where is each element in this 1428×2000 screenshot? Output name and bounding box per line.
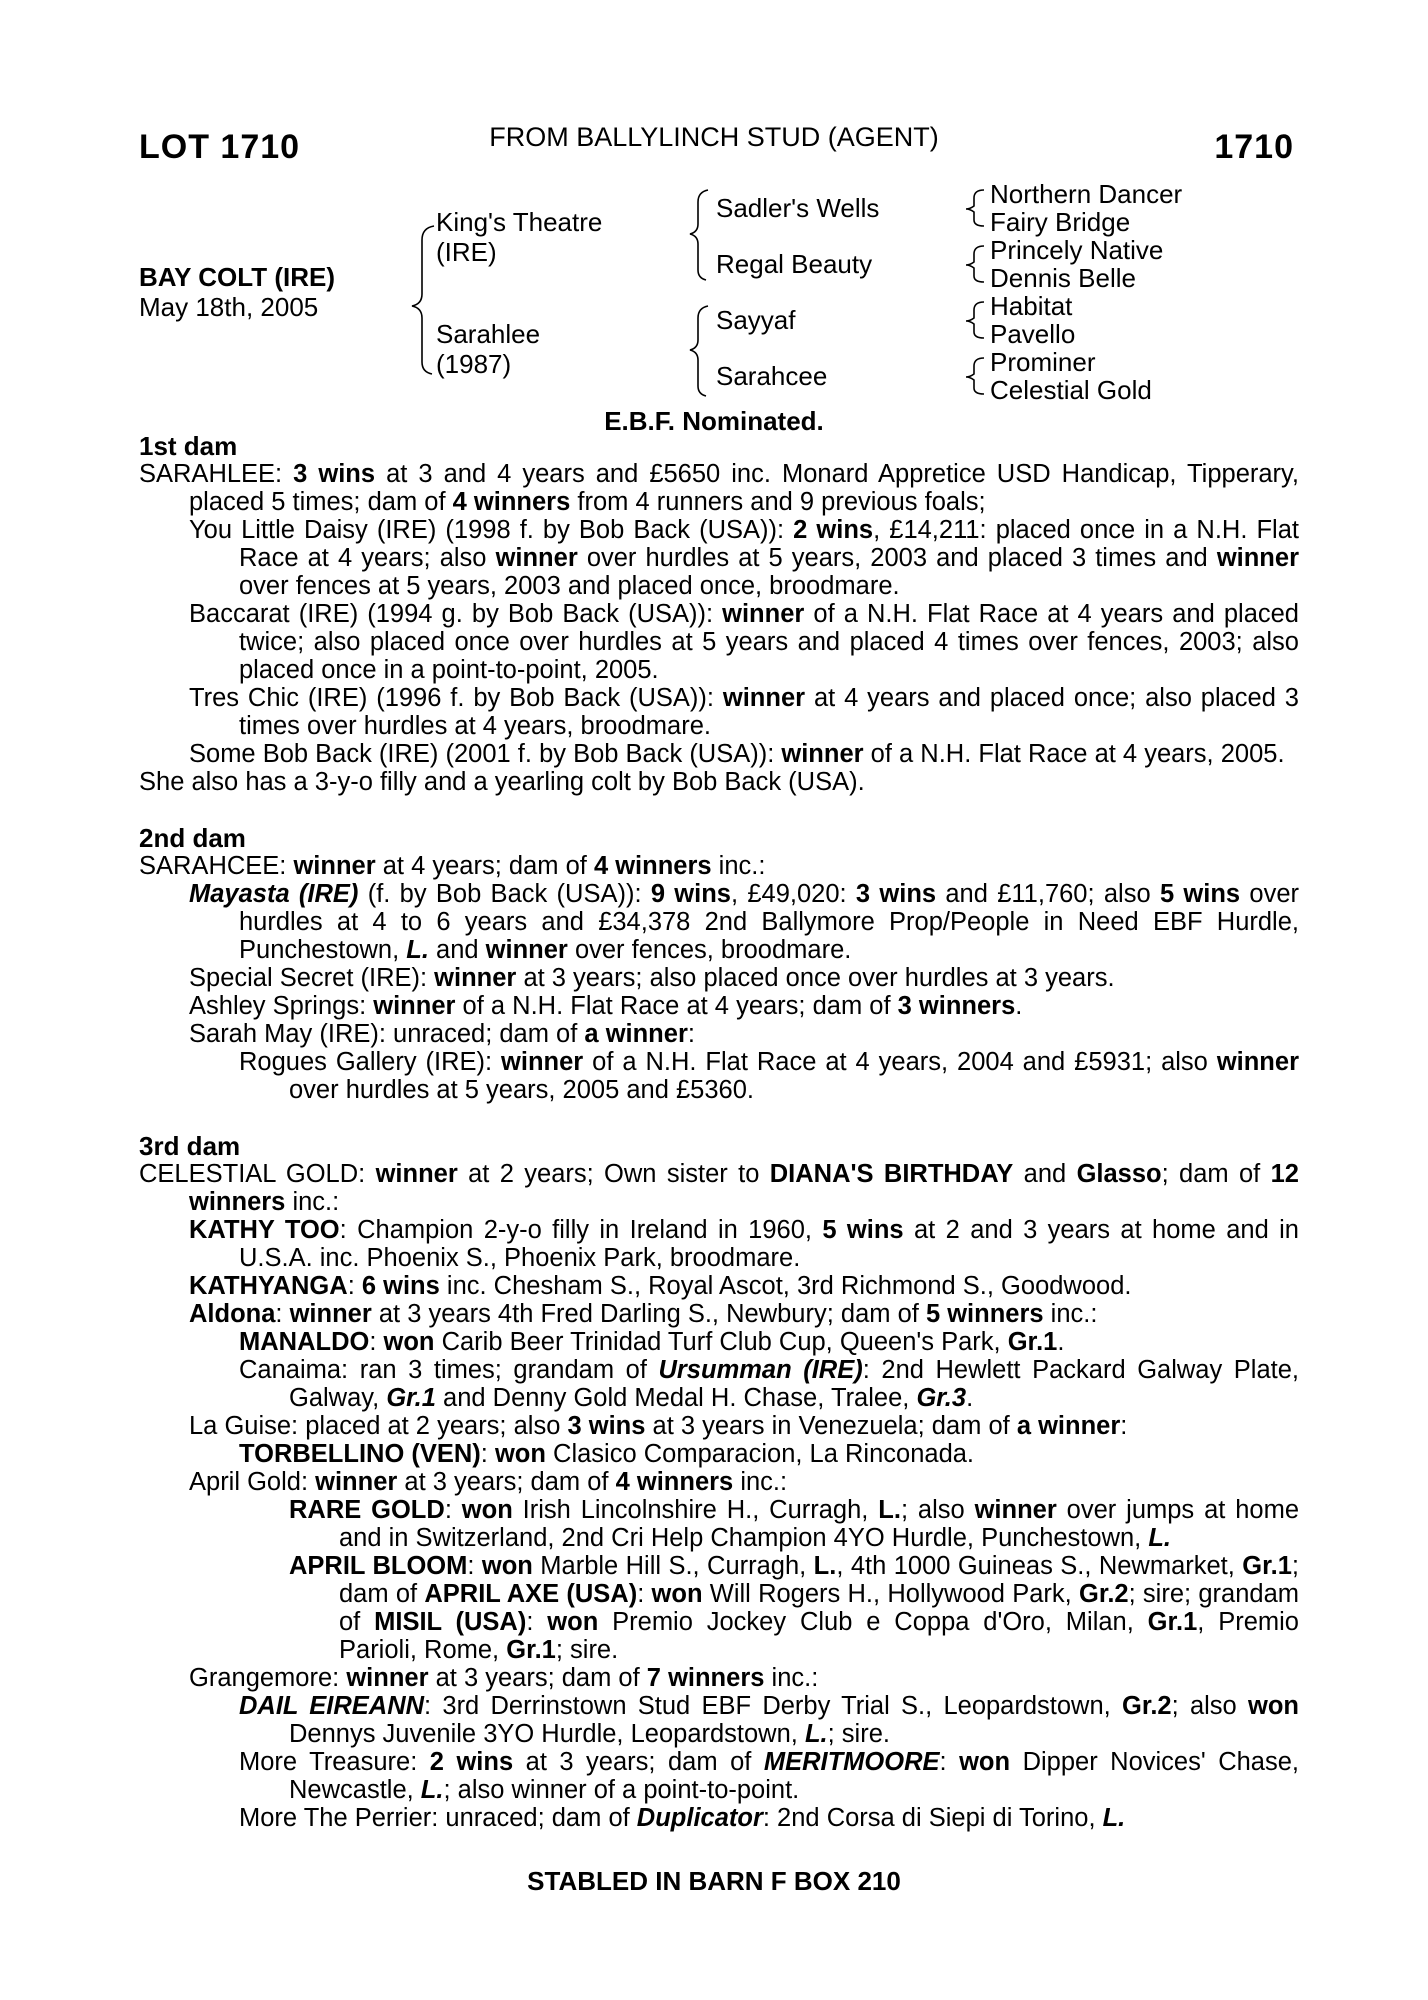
dam-sire: Sayyaf (716, 305, 796, 335)
produce-entry: Ashley Springs: winner of a N.H. Flat Race at 4 years; dam of 3 winners. (189, 992, 1023, 1020)
produce-entry: More Treasure: 2 wins at 3 years; dam of MERITMOORE: won Dipper Novices' Chase, Newcastle, L.; also winner of a point-to-point. (239, 1748, 1300, 1804)
gen3-4: Dennis Belle (990, 263, 1136, 293)
gen3-7: Prominer (990, 347, 1096, 377)
gen3-5: Habitat (990, 291, 1073, 321)
produce-entry: Sarah May (IRE): unraced; dam of a winner: (189, 1020, 695, 1048)
produce-entry: Canaima: ran 3 times; grandam of Ursumman (IRE): 2nd Hewlett Packard Galway Plate, Galway, Gr.1 and Denny Gold Medal H. Chase, Tralee, Gr.3. (239, 1356, 1299, 1412)
bracket-gen3-4 (966, 358, 984, 394)
sire-sire: Sadler's Wells (716, 193, 880, 223)
bracket-dam-gen2 (690, 306, 708, 396)
gen3-8: Celestial Gold (990, 375, 1152, 405)
produce-entry: Some Bob Back (IRE) (2001 f. by Bob Back (USA)): winner of a N.H. Flat Race at 4 years, 2005. (189, 740, 1285, 768)
third-dam-heading: 3rd dam (139, 1131, 241, 1161)
dam-paragraph: SARAHCEE: winner at 4 years; dam of 4 winners inc.: (139, 852, 766, 880)
dam-dam: Sarahcee (716, 361, 828, 391)
produce-record (139, 432, 1299, 1832)
produce-entry: KATHY TOO: Champion 2-y-o filly in Ireland in 1960, 5 wins at 2 and 3 years at home and in U.S.A. inc. Phoenix S., Phoenix Park, broodmare. (189, 1216, 1299, 1272)
produce-entry: Rogues Gallery (IRE): winner of a N.H. Flat Race at 4 years, 2004 and £5931; also winner over hurdles at 5 years, 2005 and £5360. (239, 1048, 1299, 1104)
vendor-line: FROM BALLYLINCH STUD (AGENT) (489, 122, 939, 152)
produce-entry: Grangemore: winner at 3 years; dam of 7 winners inc.: (189, 1664, 819, 1692)
first-dam-heading: 1st dam (139, 431, 238, 461)
ebf-nominated: E.B.F. Nominated. (604, 406, 824, 436)
gen3-2: Fairy Bridge (990, 207, 1131, 237)
bracket-gen3-3 (966, 302, 984, 338)
sire-dam: Regal Beauty (716, 249, 873, 279)
produce-note: She also has a 3-y-o filly and a yearling colt by Bob Back (USA). (139, 768, 865, 796)
produce-entry: Tres Chic (IRE) (1996 f. by Bob Back (USA)): winner at 4 years and placed once; also placed 3 times over hurdles at 4 years, broodmare. (189, 684, 1299, 740)
produce-entry: APRIL BLOOM: won Marble Hill S., Curragh, L., 4th 1000 Guineas S., Newmarket, Gr.1; dam of APRIL AXE (USA): won Will Rogers H., Hollywood Park, Gr.2; sire; grandam of MISIL (USA): won Premio Jockey Club e Coppa d'Oro, Milan, Gr.1, Premio Parioli, Rome, Gr.1; sire. (289, 1552, 1299, 1664)
second-dam-heading: 2nd dam (139, 823, 246, 853)
gen3-3: Princely Native (990, 235, 1164, 265)
sire-name: King's Theatre (436, 207, 603, 237)
horse-name: BAY COLT (IRE) (139, 262, 335, 292)
produce-entry: Baccarat (IRE) (1994 g. by Bob Back (USA)): winner of a N.H. Flat Race at 4 years and placed twice; also placed once over hurdles at 5 years and placed 4 times over fences, 2003; also placed once in a point-to-point, 2005. (189, 600, 1299, 684)
dam-year: (1987) (436, 349, 512, 379)
bracket-gen3-1 (966, 190, 984, 226)
gen3-6: Pavello (990, 319, 1076, 349)
produce-entry: La Guise: placed at 2 years; also 3 wins at 3 years in Venezuela; dam of a winner: (189, 1412, 1128, 1440)
produce-entry: MANALDO: won Carib Beer Trinidad Turf Club Cup, Queen's Park, Gr.1. (239, 1328, 1065, 1356)
pedigree-brackets (0, 0, 1428, 420)
produce-entry: TORBELLINO (VEN): won Clasico Comparacion, La Rinconada. (239, 1440, 975, 1468)
produce-entry: Special Secret (IRE): winner at 3 years; also placed once over hurdles at 3 years. (189, 964, 1115, 992)
produce-entry: Mayasta (IRE) (f. by Bob Back (USA)): 9 wins, £49,020: 3 wins and £11,760; also 5 wins over hurdles at 4 to 6 years and £34,378 2nd Ballymore Prop/People in Need EBF Hurdle, Punchestown, L. and winner over fences, broodmare. (189, 880, 1299, 964)
dam-paragraph: CELESTIAL GOLD: winner at 2 years; Own sister to DIANA'S BIRTHDAY and Glasso; dam of 12 winners inc.: (139, 1160, 1299, 1216)
sire-origin: (IRE) (436, 237, 497, 267)
gen3-1: Northern Dancer (990, 179, 1183, 209)
produce-entry: RARE GOLD: won Irish Lincolnshire H., Curragh, L.; also winner over jumps at home and in Switzerland, 2nd Cri Help Champion 4YO Hurdle, Punchestown, L. (289, 1496, 1300, 1552)
produce-entry: KATHYANGA: 6 wins inc. Chesham S., Royal Ascot, 3rd Richmond S., Goodwood. (189, 1272, 1132, 1300)
lot-title: LOT 1710 (139, 128, 301, 166)
dam-name: Sarahlee (436, 319, 541, 349)
produce-entry: More The Perrier: unraced; dam of Duplicator: 2nd Corsa di Siepi di Torino, L. (239, 1804, 1126, 1832)
produce-entry: DAIL EIREANN: 3rd Derrinstown Stud EBF Derby Trial S., Leopardstown, Gr.2; also won Dennys Juvenile 3YO Hurdle, Leopardstown, L.; sire. (239, 1692, 1299, 1748)
produce-entry: April Gold: winner at 3 years; dam of 4 winners inc.: (189, 1468, 788, 1496)
bracket-gen3-2 (966, 246, 984, 282)
dam-paragraph: SARAHLEE: 3 wins at 3 and 4 years and £5650 inc. Monard Appretice USD Handicap, Tipperary, placed 5 times; dam of 4 winners from 4 runners and 9 previous foals; (139, 460, 1299, 516)
produce-entry: You Little Daisy (IRE) (1998 f. by Bob Back (USA)): 2 wins, £14,211: placed once in a N.H. Flat Race at 4 years; also winner over hurdles at 5 years, 2003 and placed 3 times and winner over fences at 5 years, 2003 and placed once, broodmare. (189, 516, 1299, 600)
bracket-sire-gen2 (690, 190, 708, 280)
lot-number: 1710 (1214, 128, 1294, 166)
produce-entry: Aldona: winner at 3 years 4th Fred Darling S., Newbury; dam of 5 winners inc.: (189, 1300, 1098, 1328)
foaling-date: May 18th, 2005 (139, 292, 319, 322)
bracket-gen1 (412, 226, 434, 374)
stabling-info: STABLED IN BARN F BOX 210 (527, 1866, 901, 1896)
